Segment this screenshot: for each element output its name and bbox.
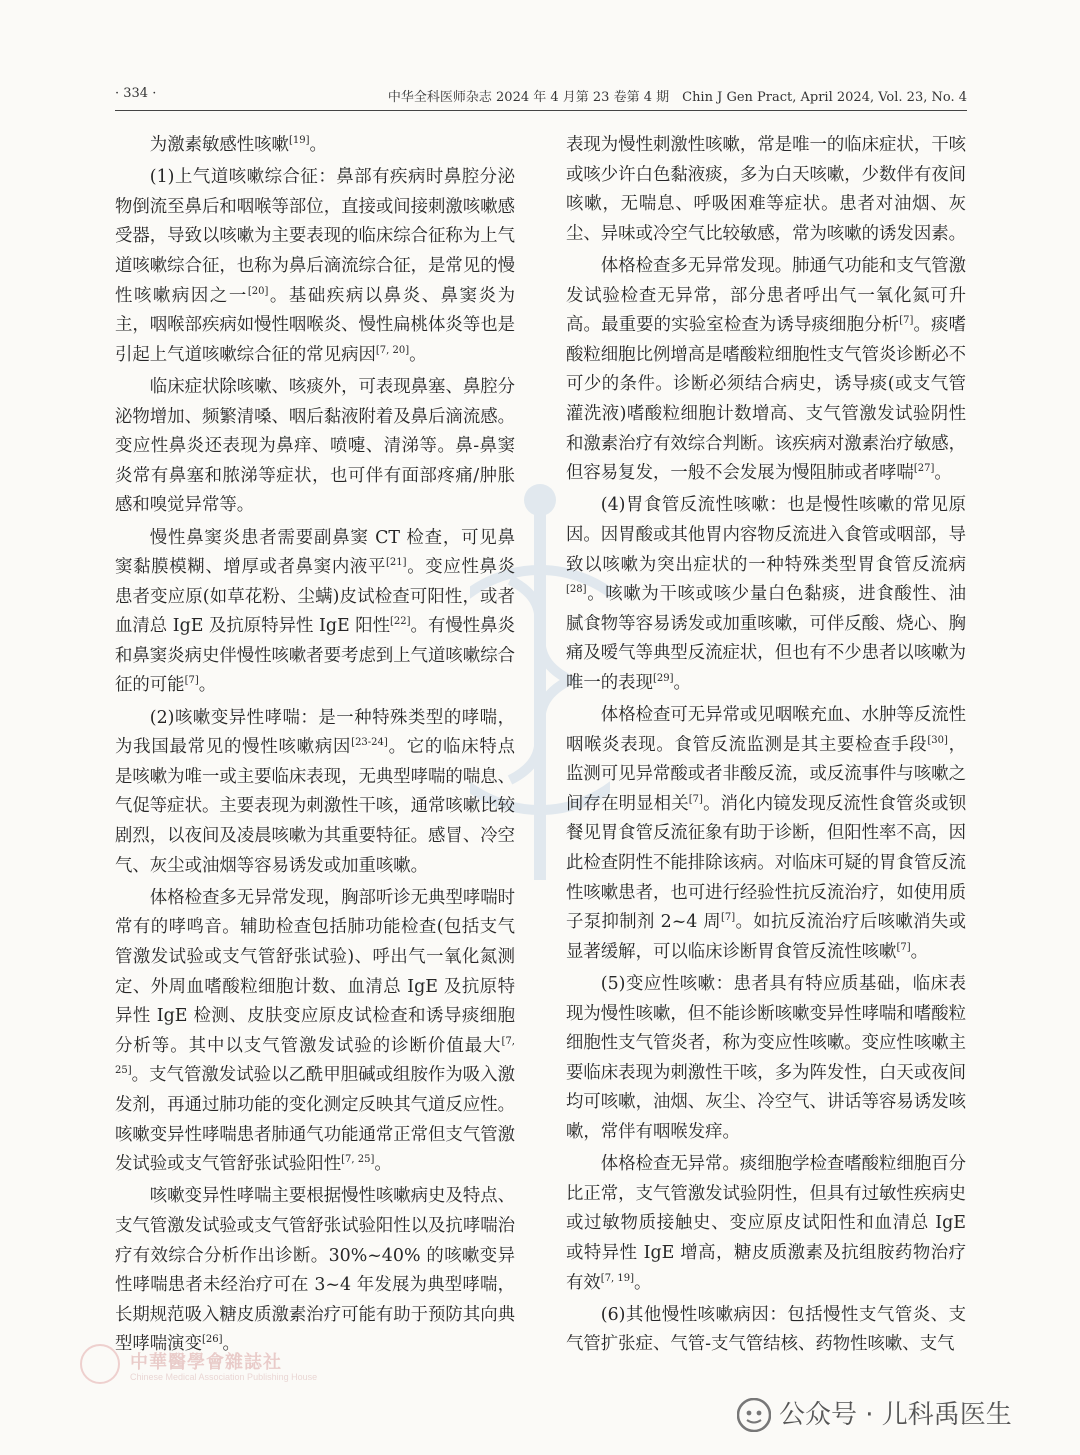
citation-ref: [19] xyxy=(288,135,310,147)
citation-ref: [7, 25] xyxy=(341,1154,375,1166)
paragraph-text: 体格检查多无异常发现，胸部听诊无典型哮喘时常有的哮鸣音。辅助检查包括肺功能检查(包括支气管激发试验或支气管舒张试验)、呼出气一氧化氮测定、外周血嗜酸粒细胞计数、血清总 IgE 及抗原特异性 IgE 检测、皮肤变应原皮试检查和诱导痰细胞分析等。其中以支气管激发试验的诊断价值最大 xyxy=(115,887,515,1056)
paragraph-text: (5)变应性咳嗽：患者具有特应质基础，临床表现为慢性咳嗽，但不能诊断咳嗽变异性哮喘和嗜酸粒细胞性支气管炎者，称为变应性咳嗽。变应性咳嗽主要临床表现为刺激性干咳，多为阵发性，白天或夜间均可咳嗽，油烟、灰尘、冷空气、讲话等容易诱发咳嗽，常伴有咽喉发痒。 xyxy=(566,974,966,1142)
paragraph xyxy=(115,1182,515,1360)
publisher-name-en: Chinese Medical Association Publishing House xyxy=(130,1372,318,1382)
paragraph-text: 体格检查可无异常或见咽喉充血、水肿等反流性咽喉炎表现。食管反流监测是其主要检查手段 xyxy=(566,705,966,755)
paragraph-text: 。痰嗜酸粒细胞比例增高是嗜酸粒细胞性支气管炎诊断必不可少的条件。诊断必须结合病史，诱导痰(或支气管灌洗液)嗜酸粒细胞计数增高、支气管激发试验阴性和激素治疗有效综合判断。该疾病对激素治疗敏感，但容易复发，一般不会发展为慢阻肺或者哮喘 xyxy=(566,315,966,484)
paragraph-text: ，监测可见异常酸或者非酸反流，或反流事件与咳嗽之间存在明显相关 xyxy=(566,734,966,814)
paragraph xyxy=(566,701,966,967)
paragraph-text: 体格检查无异常。痰细胞学检查嗜酸粒细胞百分比正常，支气管激发试验阴性，但具有过敏性疾病史或过敏物质接触史、变应原皮试阳性和血清总 IgE 或特异性 IgE 增高，糖皮质激素及抗组胺药物治疗有效 xyxy=(566,1154,966,1293)
paragraph xyxy=(566,252,966,489)
paragraph-text: 。 xyxy=(934,463,952,484)
citation-ref: [28] xyxy=(566,584,587,596)
paragraph-text: 体格检查多无异常发现。肺通气功能和支气管激发试验检查无异常，部分患者呼出气一氧化氮可升高。最重要的实验室检查为诱导痰细胞分析 xyxy=(566,255,966,336)
citation-ref: [7] xyxy=(899,315,914,327)
citation-ref: [22] xyxy=(390,616,411,628)
paragraph-text: 。支气管激发试验以乙酰甲胆碱或组胺作为吸入激发剂，再通过肺功能的变化测定反映其气道反应性。咳嗽变异性哮喘患者肺通气功能通常正常但支气管激发试验或支气管舒张试验阳性 xyxy=(115,1065,515,1175)
citation-ref: [20] xyxy=(247,285,269,297)
paragraph-text: 。有慢性鼻炎和鼻窦炎病史伴慢性咳嗽者要考虑到上气道咳嗽综合征的可能 xyxy=(115,616,515,696)
left-column xyxy=(115,131,515,1366)
paragraph-text: 。咳嗽为干咳或咳少量白色黏痰，进食酸性、油腻食物等容易诱发或加重咳嗽，可伴反酸、烧心、胸痛及嗳气等典型反流症状，但也有不少患者以咳嗽为唯一的表现 xyxy=(566,584,966,693)
paragraph-text: 。 xyxy=(673,672,691,693)
citation-ref: [7, 25] xyxy=(115,1035,515,1077)
citation-ref: [26] xyxy=(201,1334,223,1346)
paragraph-text: (4)胃食管反流性咳嗽：也是慢性咳嗽的常见原因。因胃酸或其他胃内容物反流进入食管或咽部，导致以咳嗽为突出症状的一种特殊类型胃食管反流病 xyxy=(566,495,966,575)
page-number: · 334 · xyxy=(115,86,157,101)
citation-ref: [21] xyxy=(386,557,407,569)
paragraph xyxy=(115,373,515,521)
wechat-icon xyxy=(737,1398,771,1432)
paragraph xyxy=(115,163,515,370)
paragraph-text: 。 xyxy=(910,941,929,962)
paragraph xyxy=(115,884,515,1180)
paragraph xyxy=(566,491,966,698)
paragraph xyxy=(566,131,966,249)
paragraph xyxy=(115,704,515,882)
wechat-account-label: 公众号 · 儿科禹医生 xyxy=(779,1400,1012,1430)
paragraph-text: 。 xyxy=(222,1334,240,1355)
paragraph-text: 为激素敏感性咳嗽 xyxy=(149,135,289,155)
paragraph-text: 表现为慢性刺激性咳嗽，常是唯一的临床症状，干咳或咳少许白色黏液痰，多为白天咳嗽，少数伴有夜间咳嗽，无喘息、呼吸困难等症状。患者对油烟、灰尘、异味或冷空气比较敏感，常为咳嗽的诱发因素。 xyxy=(566,135,966,244)
paragraph xyxy=(566,1150,966,1298)
citation-ref: [7] xyxy=(896,942,911,954)
citation-ref: [29] xyxy=(652,673,674,685)
paragraph-text: 。 xyxy=(198,675,217,696)
citation-ref: [7] xyxy=(721,912,736,924)
citation-ref: [7] xyxy=(688,794,703,806)
citation-ref: [23-24] xyxy=(351,737,388,749)
journal-citation: 中华全科医师杂志 2024 年 4 月第 23 卷第 4 期 Chin J Gen Pract, April 2024, Vol. 23, No. 4 xyxy=(387,90,967,105)
paragraph-text: (2)咳嗽变异性哮喘：是一种特殊类型的哮喘，为我国最常见的慢性咳嗽病因 xyxy=(115,707,515,758)
paragraph-text: 。 xyxy=(409,344,427,365)
paragraph-text: 临床症状除咳嗽、咳痰外，可表现鼻塞、鼻腔分泌物增加、频繁清嗓、咽后黏液附着及鼻后滴流感。变应性鼻炎还表现为鼻痒、喷嚏、清涕等。鼻-鼻窦炎常有鼻塞和脓涕等症状，也可伴有面部疼痛/肿胀感和嗅觉异常等。 xyxy=(115,376,515,516)
paragraph-text: 。如抗反流治疗后咳嗽消失或显著缓解，可以临床诊断胃食管反流性咳嗽 xyxy=(566,912,966,962)
paragraph-text: (6)其他慢性咳嗽病因：包括慢性支气管炎、支气管扩张症、气管-支气管结核、药物性咳嗽、支气 xyxy=(566,1304,966,1355)
paragraph-text: 慢性鼻窦炎患者需要副鼻窦 CT 检查，可见鼻窦黏膜模糊、增厚或者鼻窦内液平 xyxy=(115,527,515,578)
publisher-logo xyxy=(80,1344,500,1390)
citation-ref: [7] xyxy=(184,675,199,687)
paragraph-text: 。 xyxy=(634,1272,652,1293)
paragraph xyxy=(115,524,515,702)
paragraph xyxy=(115,131,515,161)
paragraph-text: (1)上气道咳嗽综合征：鼻部有疾病时鼻腔分泌物倒流至鼻后和咽喉等部位，直接或间接刺激咳嗽感受器，导致以咳嗽为主要表现的临床综合征称为上气道咳嗽综合征，也称为鼻后滴流综合征，是常见的慢性咳嗽病因之一 xyxy=(115,167,515,306)
paragraph-text: 咳嗽变异性哮喘主要根据慢性咳嗽病史及特点、支气管激发试验或支气管舒张试验阳性以及抗哮喘治疗有效综合分析作出诊断。30%~40% 的咳嗽变异性哮喘患者未经治疗可在 3~4 年发展为典型哮喘，长期规范吸入糖皮质激素治疗可能有助于预防其向典型哮喘演变 xyxy=(115,1186,515,1355)
citation-ref: [7, 20] xyxy=(375,344,410,356)
paragraph-text: 。基础疾病以鼻炎、鼻窦炎为主，咽喉部疾病如慢性咽喉炎、慢性扁桃体炎等也是引起上气道咳嗽综合征的常见病因 xyxy=(115,285,515,365)
right-column xyxy=(566,131,966,1366)
publisher-name: 中華醫學會雜誌社 xyxy=(130,1352,282,1373)
publisher-seal-icon xyxy=(80,1344,120,1384)
paragraph-text: 。消化内镜发现反流性食管炎或钡餐见胃食管反流征象有助于诊断，但阳性率不高，因此检查阴性不能排除该病。对临床可疑的胃食管反流性咳嗽患者，也可进行经验性抗反流治疗，如使用质子泵抑制剂 2~4 周 xyxy=(566,793,966,933)
running-header xyxy=(115,86,967,112)
citation-ref: [7, 19] xyxy=(600,1272,635,1284)
paragraph-text: 。变应性鼻炎患者变应原(如草花粉、尘螨)皮试检查可阳性，或者血清总 IgE 及抗原特异性 IgE 阳性 xyxy=(115,557,515,637)
paragraph xyxy=(566,970,966,1148)
paragraph xyxy=(566,1301,966,1360)
header-rule xyxy=(115,110,967,111)
paragraph-text: 。 xyxy=(309,135,327,155)
wechat-watermark xyxy=(737,1396,1057,1436)
paragraph-text: 。它的临床特点是咳嗽为唯一或主要临床表现，无典型哮喘的喘息、气促等症状。主要表现为刺激性干咳，通常咳嗽比较剧烈，以夜间及凌晨咳嗽为其重要特征。感冒、冷空气、灰尘或油烟等容易诱发或加重咳嗽。 xyxy=(115,737,515,876)
paragraph-text: 。 xyxy=(374,1154,392,1175)
citation-ref: [30] xyxy=(927,734,948,746)
citation-ref: [27] xyxy=(913,463,935,475)
